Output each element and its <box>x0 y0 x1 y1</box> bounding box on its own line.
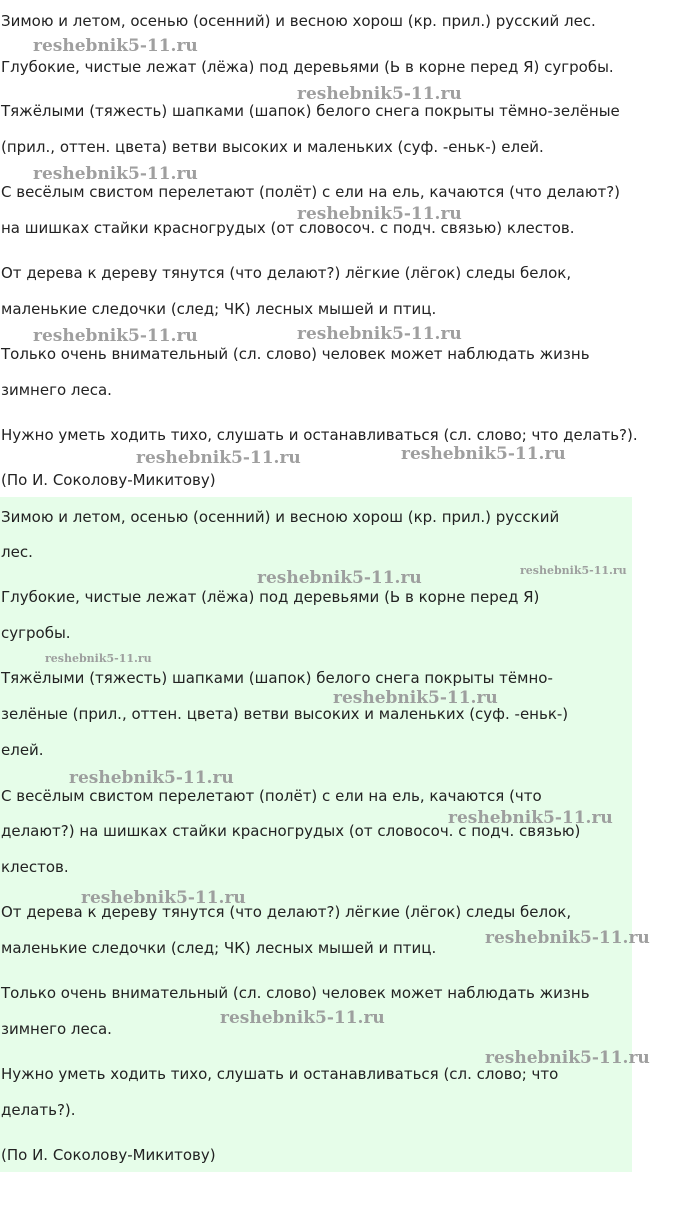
watermark: reshebnik5-11.ru <box>33 36 198 56</box>
watermark: reshebnik5-11.ru <box>33 164 198 184</box>
text-line: клестов. <box>1 858 69 876</box>
text-line: делать?). <box>1 1101 76 1119</box>
watermark: reshebnik5-11.ru <box>257 568 422 588</box>
text-line: зимнего леса. <box>1 381 112 399</box>
text-line: сугробы. <box>1 624 71 642</box>
text-line: маленькие следочки (след; ЧК) лесных мышей и птиц. <box>1 300 437 318</box>
text-line: От дерева к дереву тянутся (что делают?) лёгкие (лёгок) следы белок, <box>1 903 572 921</box>
text-line: на шишках стайки красногрудых (от словосоч. с подч. связью) клестов. <box>1 219 575 237</box>
text-line: Зимою и летом, осенью (осенний) и весною хорош (кр. прил.) русский <box>1 508 560 526</box>
watermark: reshebnik5-11.ru <box>69 768 234 788</box>
text-line: Глубокие, чистые лежат (лёжа) под деревьями (Ь в корне перед Я) <box>1 588 540 606</box>
watermark: reshebnik5-11.ru <box>333 688 498 708</box>
watermark: reshebnik5-11.ru <box>45 652 152 665</box>
text-line: Только очень внимательный (сл. слово) человек может наблюдать жизнь <box>1 345 590 363</box>
text-line: зимнего леса. <box>1 1020 112 1038</box>
text-line: Тяжёлыми (тяжесть) шапками (шапок) белого снега покрыты тёмно- <box>1 669 553 687</box>
watermark: reshebnik5-11.ru <box>33 326 198 346</box>
text-line: (прил., оттен. цвета) ветви высоких и маленьких (суф. -еньк-) елей. <box>1 138 544 156</box>
text-line: С весёлым свистом перелетают (полёт) с ели на ель, качаются (что <box>1 787 542 805</box>
watermark: reshebnik5-11.ru <box>220 1008 385 1028</box>
watermark: reshebnik5-11.ru <box>448 808 613 828</box>
text-line: Глубокие, чистые лежат (лёжа) под деревьями (Ь в корне перед Я) сугробы. <box>1 58 614 76</box>
text-line: лес. <box>1 543 33 561</box>
text-line: елей. <box>1 741 44 759</box>
text-line: Тяжёлыми (тяжесть) шапками (шапок) белого снега покрыты тёмно-зелёные <box>1 102 620 120</box>
text-line: Только очень внимательный (сл. слово) человек может наблюдать жизнь <box>1 984 590 1002</box>
watermark: reshebnik5-11.ru <box>520 564 627 577</box>
text-line: Нужно уметь ходить тихо, слушать и останавливаться (сл. слово; что <box>1 1065 559 1083</box>
watermark: reshebnik5-11.ru <box>401 444 566 464</box>
text-line: зелёные (прил., оттен. цвета) ветви высоких и маленьких (суф. -еньк-) <box>1 705 569 723</box>
watermark: reshebnik5-11.ru <box>136 448 301 468</box>
watermark: reshebnik5-11.ru <box>81 888 246 908</box>
text-line: С весёлым свистом перелетают (полёт) с ели на ель, качаются (что делают?) <box>1 183 621 201</box>
text-line: (По И. Соколову-Микитову) <box>1 471 216 489</box>
watermark: reshebnik5-11.ru <box>297 84 462 104</box>
text-line: От дерева к дереву тянутся (что делают?) лёгкие (лёгок) следы белок, <box>1 264 572 282</box>
text-line: Зимою и летом, осенью (осенний) и весною хорош (кр. прил.) русский лес. <box>1 12 596 30</box>
watermark: reshebnik5-11.ru <box>485 1048 650 1068</box>
watermark: reshebnik5-11.ru <box>297 204 462 224</box>
watermark: reshebnik5-11.ru <box>297 324 462 344</box>
text-line: маленькие следочки (след; ЧК) лесных мышей и птиц. <box>1 939 437 957</box>
text-line: делают?) на шишках стайки красногрудых (от словосоч. с подч. связью) <box>1 822 581 840</box>
text-line: (По И. Соколову-Микитову) <box>1 1146 216 1164</box>
text-line: Нужно уметь ходить тихо, слушать и останавливаться (сл. слово; что делать?). <box>1 426 638 444</box>
watermark: reshebnik5-11.ru <box>485 928 650 948</box>
